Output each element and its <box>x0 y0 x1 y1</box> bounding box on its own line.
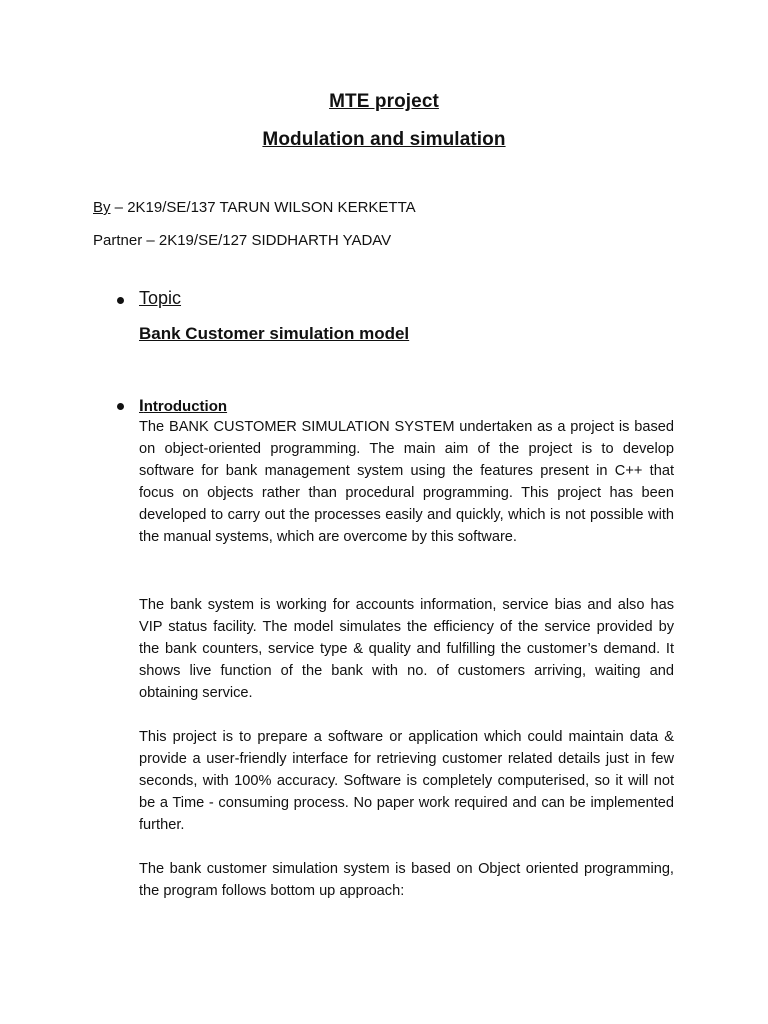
author-dash: – <box>110 199 128 216</box>
introduction-heading-initial: I <box>139 396 144 415</box>
topic-heading: Topic <box>139 288 182 308</box>
introduction-paragraph: The bank system is working for accounts information, service bias and also has VIP status facility. The model simulates the efficiency of the service provided by the bank counters, service type & quality and fulfilling the customer’s demand. It shows live function of the bank with no. of customers arriving, waiting and obtaining service. <box>139 597 674 701</box>
introduction-heading-rest: ntroduction <box>143 398 228 415</box>
author-text: 2K19/SE/137 TARUN WILSON KERKETTA <box>127 199 416 216</box>
introduction-paragraph: The bank customer simulation system is based on Object oriented programming, the program follows bottom up approach: <box>139 861 674 899</box>
introduction-paragraph: The BANK CUSTOMER SIMULATION SYSTEM undertaken as a project is based on object-oriented programming. The main aim of the project is to develop software for bank management system using the features present in C++ that focus on objects rather than procedural programming. This project has been developed to carry out the processes easily and quickly, which is not possible with the manual systems, which are overcome by this software. <box>139 419 674 545</box>
document-subtitle: Modulation and simulation <box>262 129 506 150</box>
bullet-icon <box>117 297 124 304</box>
partner-line: Partner – 2K19/SE/127 SIDDHARTH YADAV <box>93 232 392 249</box>
author-prefix: By <box>93 199 111 216</box>
introduction-paragraph: This project is to prepare a software or application which could maintain data & provide a user-friendly interface for retrieving customer related details just in few seconds, with 100% accuracy. Software is completely computerised, so it will not be a Time - consuming process. No paper work required and can be implemented further. <box>139 729 674 833</box>
author-line <box>93 199 416 216</box>
topic-title: Bank Customer simulation model <box>139 324 410 343</box>
bullet-icon <box>117 403 124 410</box>
introduction-heading <box>139 396 227 416</box>
document-title: MTE project <box>329 91 439 112</box>
